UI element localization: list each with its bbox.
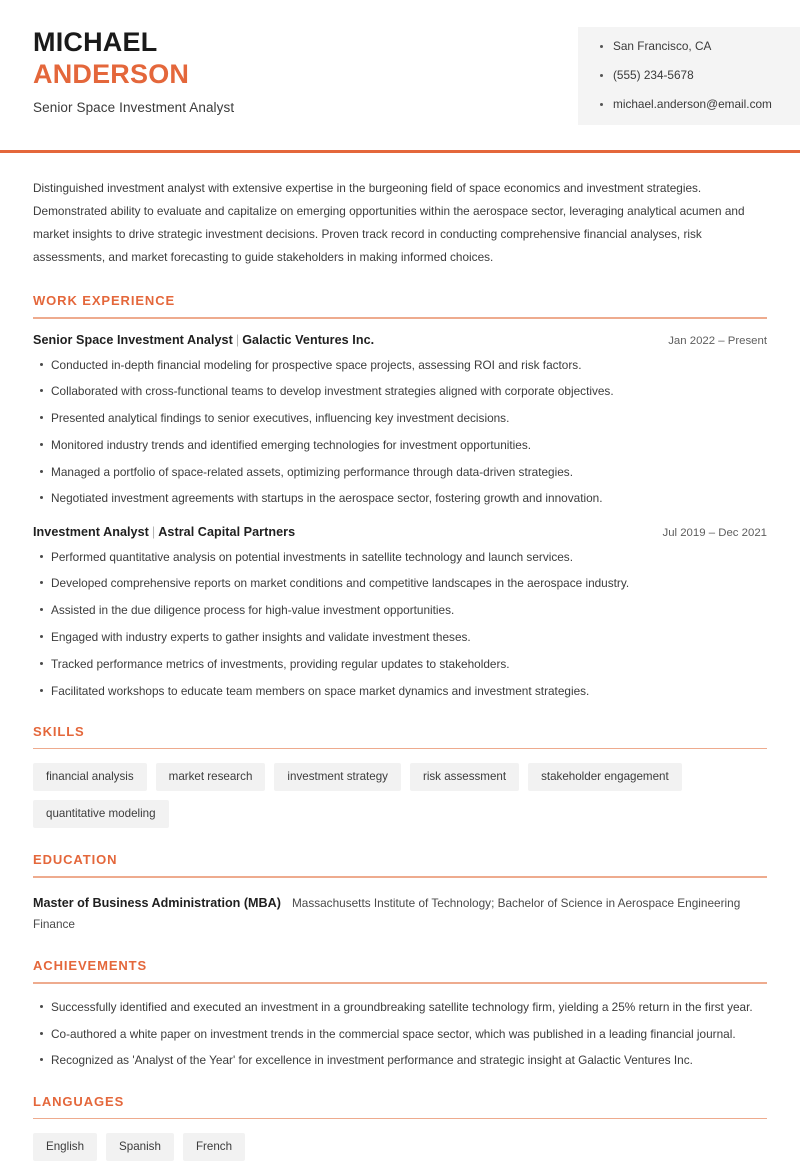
achievement-bullets bbox=[33, 998, 767, 1070]
skill-chip: quantitative modeling bbox=[33, 800, 169, 828]
skill-chip: market research bbox=[156, 763, 266, 791]
achievements-body bbox=[33, 998, 767, 1070]
languages-chip-list bbox=[33, 1133, 767, 1161]
resume-header bbox=[0, 0, 800, 135]
job-bullet: Tracked performance metrics of investments, providing regular updates to stakeholders. bbox=[33, 655, 767, 673]
job-dates: Jan 2022 – Present bbox=[668, 334, 767, 347]
section-languages bbox=[33, 1094, 767, 1161]
professional-summary: Distinguished investment analyst with extensive expertise in the burgeoning field of space economics and investment strategies. Demonstrated ability to evaluate and capitalize on emerging opportunities within the aerospace sector, leveraging analytical acumen and market insights to drive strategic investment decisions. Proven track record in conducting comprehensive financial analyses, risk assessments, and market forecasting to guide stakeholders in making informed choices. bbox=[33, 181, 745, 264]
achievement-bullet: Successfully identified and executed an investment in a groundbreaking satellite technology firm, yielding a 25% return in the first year. bbox=[33, 998, 767, 1016]
education-entry bbox=[33, 892, 767, 935]
job-bullet: Conducted in-depth financial modeling for prospective space projects, assessing ROI and risk factors. bbox=[33, 356, 767, 374]
job-bullet: Managed a portfolio of space-related assets, optimizing performance through data-driven strategies. bbox=[33, 463, 767, 481]
language-chip: Spanish bbox=[106, 1133, 174, 1161]
section-education bbox=[33, 852, 767, 934]
work-experience-body bbox=[33, 333, 767, 700]
section-divider bbox=[33, 748, 767, 750]
language-chip: English bbox=[33, 1133, 97, 1161]
section-divider bbox=[33, 982, 767, 984]
contact-email[interactable]: michael.anderson@email.com bbox=[600, 97, 782, 113]
job-title-company bbox=[33, 333, 374, 347]
section-title-achievements: ACHIEVEMENTS bbox=[33, 958, 148, 974]
job-bullet: Engaged with industry experts to gather insights and validate investment theses. bbox=[33, 628, 767, 646]
candidate-title: Senior Space Investment Analyst bbox=[33, 100, 235, 116]
candidate-name bbox=[33, 27, 234, 59]
skills-chip-list bbox=[33, 763, 767, 828]
job-dates: Jul 2019 – Dec 2021 bbox=[662, 526, 767, 539]
job-bullets bbox=[33, 356, 767, 508]
job-company: Galactic Ventures Inc. bbox=[242, 332, 375, 347]
skills-body bbox=[33, 763, 767, 828]
education-body bbox=[33, 892, 767, 935]
resume-content bbox=[0, 177, 800, 1161]
job-entry bbox=[33, 525, 767, 700]
contact-phone[interactable]: (555) 234-5678 bbox=[600, 68, 782, 84]
section-title-education: EDUCATION bbox=[33, 852, 118, 868]
education-degree: Master of Business Administration (MBA) bbox=[33, 895, 281, 910]
achievement-bullet: Co-authored a white paper on investment trends in the commercial space sector, which was published in a leading financial journal. bbox=[33, 1025, 767, 1043]
skill-chip: investment strategy bbox=[274, 763, 401, 791]
section-title-skills: SKILLS bbox=[33, 723, 85, 739]
job-role: Investment Analyst bbox=[33, 524, 149, 539]
last-name: ANDERSON bbox=[33, 58, 190, 89]
section-divider bbox=[33, 1118, 767, 1120]
contact-box bbox=[578, 27, 800, 125]
first-name: MICHAEL bbox=[33, 27, 158, 57]
header-divider bbox=[0, 150, 800, 153]
contact-list bbox=[600, 39, 782, 113]
job-bullet: Assisted in the due diligence process for high-value investment opportunities. bbox=[33, 601, 767, 619]
job-header bbox=[33, 525, 767, 539]
job-bullets bbox=[33, 548, 767, 700]
section-achievements bbox=[33, 958, 767, 1069]
job-title-company bbox=[33, 525, 295, 539]
job-bullet: Collaborated with cross-functional teams to develop investment strategies aligned with corporate objectives. bbox=[33, 382, 767, 400]
section-title-languages: LANGUAGES bbox=[33, 1093, 125, 1109]
skill-chip: financial analysis bbox=[33, 763, 147, 791]
job-bullet: Performed quantitative analysis on potential investments in satellite technology and launch services. bbox=[33, 548, 767, 566]
job-company: Astral Capital Partners bbox=[158, 524, 296, 539]
job-bullet: Negotiated investment agreements with startups in the aerospace sector, fostering growth and innovation. bbox=[33, 489, 767, 507]
languages-body bbox=[33, 1133, 767, 1161]
job-entry bbox=[33, 333, 767, 508]
section-skills bbox=[33, 724, 767, 828]
education-institution: Massachusetts Institute of Technology; Bachelor of Science in Aerospace Engineering Finance bbox=[33, 895, 741, 931]
achievement-bullet: Recognized as 'Analyst of the Year' for excellence in investment performance and strategic insight at Galactic Ventures Inc. bbox=[33, 1051, 767, 1069]
skill-chip: stakeholder engagement bbox=[528, 763, 682, 791]
contact-location: San Francisco, CA bbox=[600, 39, 782, 55]
section-divider bbox=[33, 317, 767, 319]
job-bullet: Developed comprehensive reports on market conditions and competitive landscapes in the aerospace industry. bbox=[33, 574, 767, 592]
section-work-experience bbox=[33, 293, 767, 700]
section-divider bbox=[33, 876, 767, 878]
job-bullet: Presented analytical findings to senior executives, influencing key investment decisions. bbox=[33, 409, 767, 427]
job-separator: | bbox=[235, 332, 240, 347]
job-role: Senior Space Investment Analyst bbox=[33, 332, 233, 347]
language-chip: French bbox=[183, 1133, 245, 1161]
job-header bbox=[33, 333, 767, 347]
job-bullet: Monitored industry trends and identified emerging technologies for investment opportunities. bbox=[33, 436, 767, 454]
candidate-surname-line bbox=[33, 59, 234, 91]
job-bullet: Facilitated workshops to educate team members on space market dynamics and investment strategies. bbox=[33, 682, 767, 700]
header-identity bbox=[0, 27, 234, 115]
section-title-work-experience: WORK EXPERIENCE bbox=[33, 293, 176, 308]
skill-chip: risk assessment bbox=[410, 763, 519, 791]
job-separator: | bbox=[151, 524, 156, 539]
